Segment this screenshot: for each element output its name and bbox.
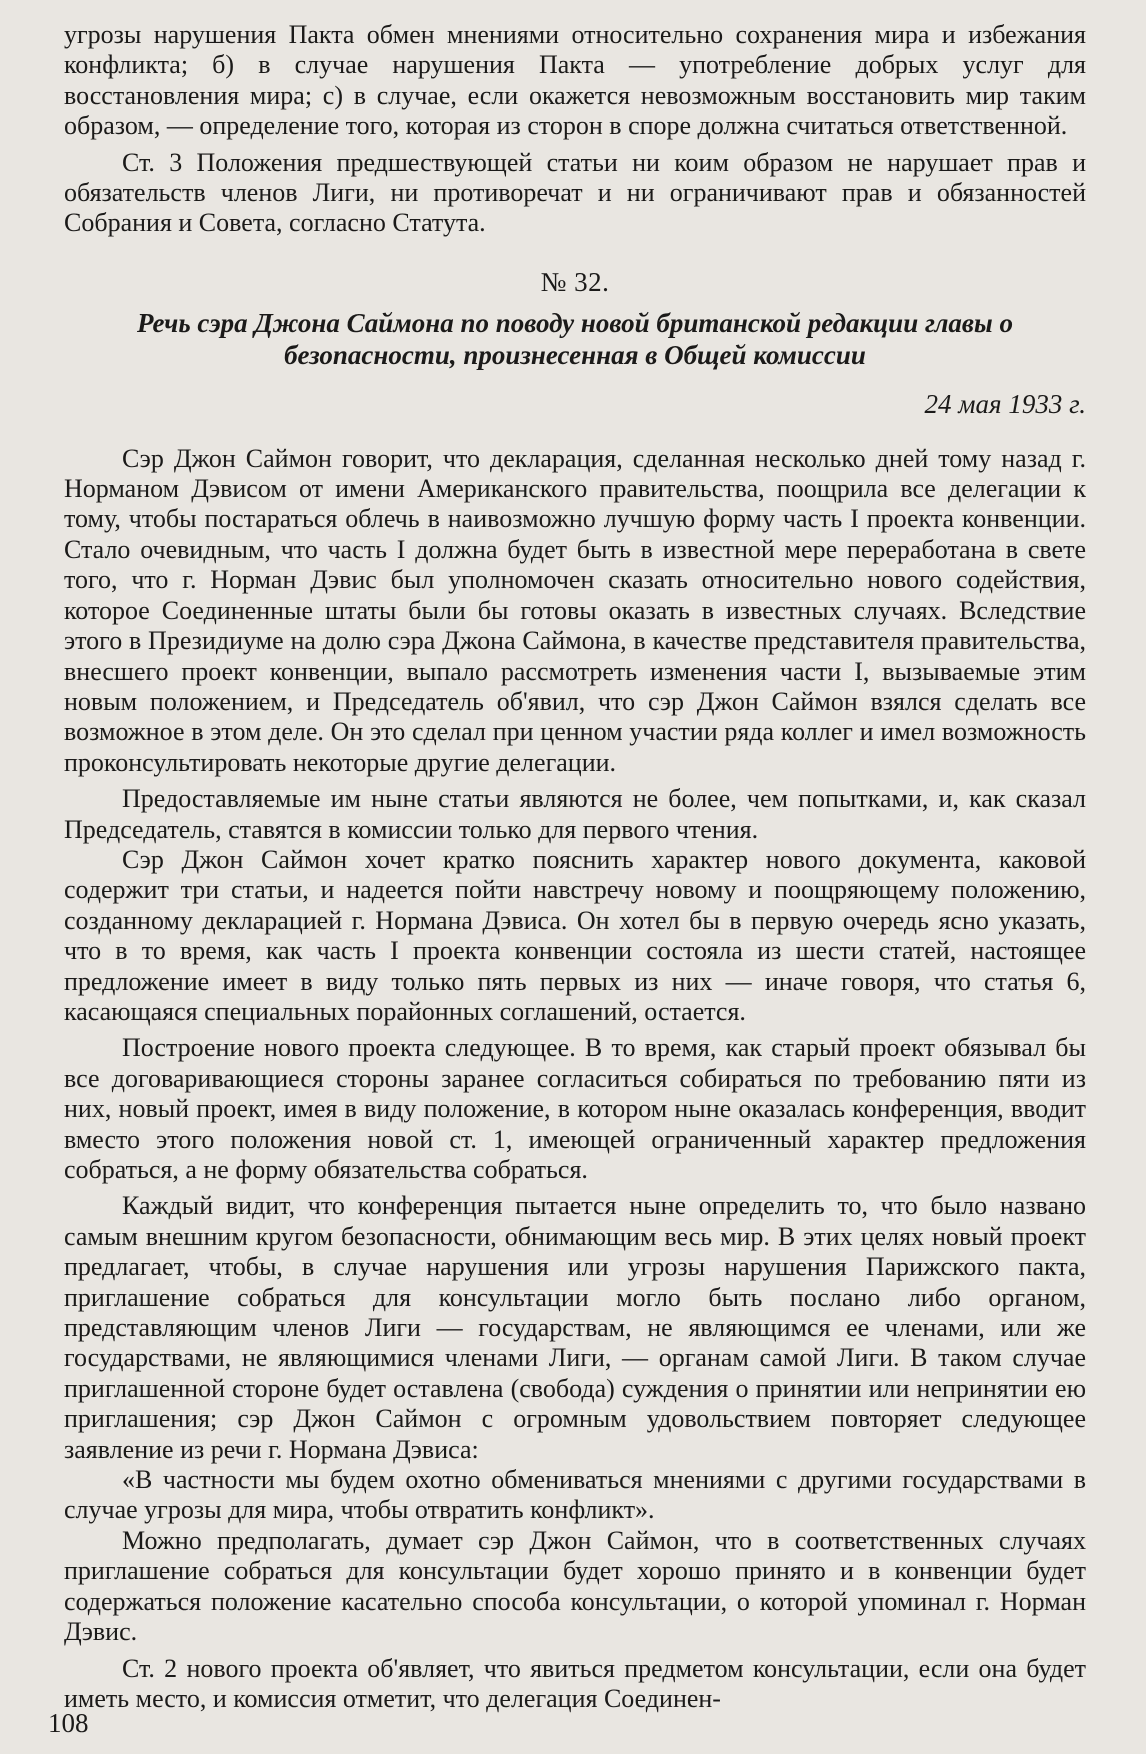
paragraph: Предоставляемые им ныне статьи являются не более, чем попытками, и, как сказал Председатель, ставятся в комиссии только для первого чтения. xyxy=(64,784,1086,844)
paragraph: Каждый видит, что конференция пытается ныне определить то, что было названо самым внешним кругом безопасности, обнимающим весь мир. В этих целях новый проект предлагает, чтобы, в случае нарушения или угрозы нарушения Парижского пакта, приглашение собраться для консультации могло быть послано либо органом, представляющим членов Лиги — государствам, не являющимся ее членами, или же государствами, не являющимися членами Лиги, — органам самой Лиги. В таком случае приглашенной стороне будет оставлена (свобода) суждения о принятии или непринятии ею приглашения; сэр Джон Саймон с огромным удовольствием повторяет следующее заявление из речи г. Нормана Дэвиса: xyxy=(64,1191,1086,1464)
page-number: 108 xyxy=(48,1708,89,1738)
document-number: № 32. xyxy=(540,266,610,297)
quotation-paragraph: «В частности мы будем охотно обмениваться мнениями с другими государствами в случае угрозы для мира, чтобы отвратить конфликт». xyxy=(64,1465,1086,1525)
paragraph: Ст. 2 нового проекта об'являет, что явиться предметом консультации, если она будет иметь место, и комиссия отметит, что делегация Соединен- xyxy=(64,1653,1086,1713)
paragraph: Можно предполагать, думает сэр Джон Саймон, что в соответственных случаях приглашение собраться для консультации будет хорошо принято и в конвенции будет содержаться положение касательно способа консультации, о которой упоминал г. Норман Дэвис. xyxy=(64,1525,1086,1647)
document-date: 24 мая 1933 г. xyxy=(924,389,1086,420)
paragraph: Построение нового проекта следующее. В то время, как старый проект обязывал бы все договаривающиеся стороны заранее согласиться собираться по требованию пяти из них, новый проект, имея в виду положение, в котором ныне оказалась конференция, вводит вместо этого положения новой ст. 1, имеющей ограниченный характер предложения собраться, а не форму обязательства собраться. xyxy=(64,1033,1086,1184)
page-text-body xyxy=(64,20,1086,1714)
paragraph: Сэр Джон Саймон говорит, что декларация, сделанная несколько дней тому назад г. Норманом Дэвисом от имени Американского правительства, поощрила все делегации к тому, чтобы постараться облечь в наивозможно лучшую форму часть I проекта конвенции. Стало очевидным, что часть I должна будет быть в известной мере переработана в свете того, что г. Норман Дэвис был уполномочен сказать относительно нового содействия, которое Соединенные штаты были бы готовы оказать в известных случаях. Вследствие этого в Президиуме на долю сэра Джона Саймона, в качестве представителя правительства, внесшего проект конвенции, выпало рассмотреть изменения части I, вызываемые этим новым положением, и Председатель об'явил, что сэр Джон Саймон взялся сделать все возможное в этом деле. Он это сделал при ценном участии ряда коллег и имел возможность проконсультировать некоторые другие делегации. xyxy=(64,443,1086,777)
paragraph-article-3: Ст. 3 Положения предшествующей статьи ни коим образом не нарушает прав и обязательств членов Лиги, ни противоречат и ни ограничивают прав и обязанностей Собрания и Совета, согласно Статута. xyxy=(64,147,1086,238)
document-title: Речь сэра Джона Саймона по поводу новой британской редакции главы о безопасности, произнесенная в Общей комиссии xyxy=(137,308,1013,371)
paragraph: Сэр Джон Саймон хочет кратко пояснить характер нового документа, каковой содержит три статьи, и надеется пойти навстречу новому и поощряющему положению, созданному декларацией г. Нормана Дэвиса. Он хотел бы в первую очередь ясно указать, что в то время, как часть I проекта конвенции состояла из шести статей, настоящее предложение имеет в виду только пять первых из них — иначе говоря, что статья 6, касающаяся специальных порайонных соглашений, остается. xyxy=(64,844,1086,1026)
paragraph-continued: угрозы нарушения Пакта обмен мнениями относительно сохранения мира и избежания конфликта; б) в случае нарушения Пакта — употребление добрых услуг для восстановления мира; с) в случае, если окажется невозможным восстановить мир таким образом, — определение того, которая из сторон в споре должна считаться ответственной. xyxy=(64,20,1086,141)
